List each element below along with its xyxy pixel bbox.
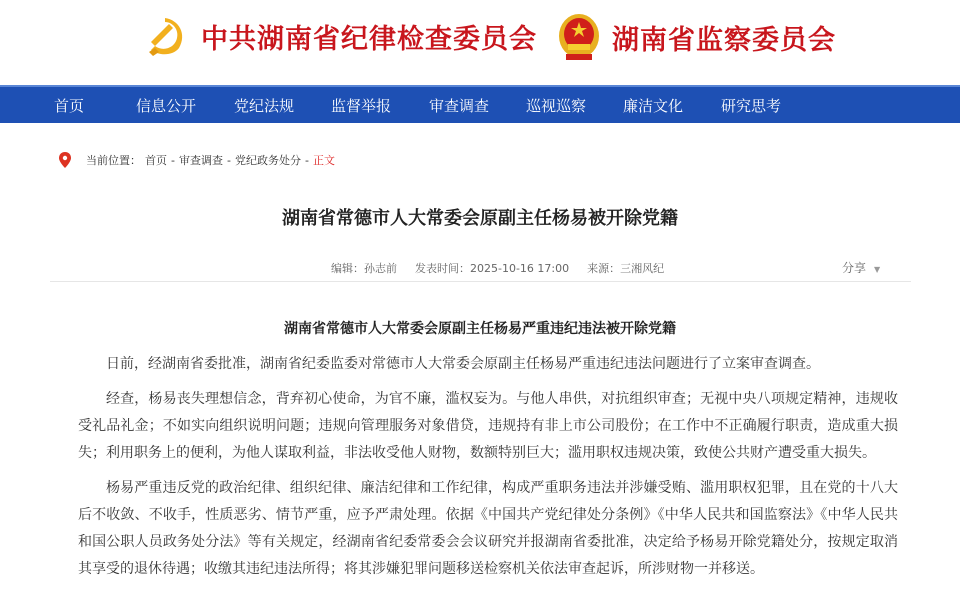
nav-inspection[interactable]: 巡视巡察 [526,97,587,115]
article-body [78,351,898,591]
share-label: 分享 [842,261,867,275]
share-button[interactable] [842,259,880,276]
breadcrumb-sep: - [304,153,309,167]
site-header [0,0,960,85]
nav-home[interactable]: 首页 [54,97,85,115]
nav-info[interactable]: 信息公开 [136,97,197,115]
party-emblem-icon [143,12,191,60]
paragraph: 日前，经湖南省委批准，湖南省纪委监委对常德市人大常委会原副主任杨易严重违纪违法问题进行了立案审查调查。 [106,356,820,372]
location-pin-icon [58,152,72,168]
breadcrumb-current: 正文 [312,154,335,167]
article-source: 来源：三湘风纪 [587,262,665,275]
nav-research[interactable]: 研究思考 [721,97,782,115]
supervision-logo[interactable] [556,12,836,62]
breadcrumb-sanctions[interactable]: 党纪政务处分 [234,154,301,167]
breadcrumb-home[interactable]: 首页 [145,154,167,167]
breadcrumb-investigation[interactable]: 审查调查 [178,154,223,167]
article-subtitle: 湖南省常德市人大常委会原副主任杨易严重违纪违法被开除党籍 [284,321,676,337]
article-title: 湖南省常德市人大常委会原副主任杨易被开除党籍 [282,208,678,229]
paragraph: 经查，杨易丧失理想信念，背弃初心使命，为官不廉，滥权妄为。与他人串供，对抗组织审查；无视中央八项规定精神，违规收受礼品礼金；不如实向组织说明问题；违规向管理服务对象借贷，违规持有非上市公司股份；在工作中不正确履行职责，造成重大损失；利用职务上的便利，为他人谋取利益，非法收受他人财物，数额特别巨大；滥用职权违规决策，致使公共财产遭受重大损失。 [78,391,898,461]
breadcrumb-sep: - [171,153,175,167]
national-emblem-icon [556,12,602,62]
nav-investigation[interactable]: 审查调查 [429,97,490,115]
nav-integrity[interactable]: 廉洁文化 [623,97,684,115]
caret-down-icon: ▼ [874,265,881,274]
ccdi-logo[interactable] [143,12,537,60]
nav-regulations[interactable]: 党纪法规 [234,97,295,115]
article-editor: 编辑：孙志前 [331,262,397,275]
supervision-title: 湖南省监察委员会 [612,24,836,56]
nav-report[interactable]: 监督举报 [331,97,392,115]
ccdi-title: 中共湖南省纪律检查委员会 [201,23,537,55]
article-meta [331,260,664,276]
breadcrumb [58,152,339,168]
breadcrumb-label: 当前位置： [86,154,141,167]
main-nav [0,85,960,123]
article-time: 发表时间：2025-10-16 17:00 [415,262,570,275]
divider [50,281,911,282]
paragraph: 杨易严重违反党的政治纪律、组织纪律、廉洁纪律和工作纪律，构成严重职务违法并涉嫌受贿、滥用职权犯罪，且在党的十八大后不收敛、不收手，性质恶劣、情节严重，应予严肃处理。依据《中国共产党纪律处分条例》《中华人民共和国监察法》《中华人民共和国公职人员政务处分法》等有关规定，经湖南省纪委常委会会议研究并报湖南省委批准，决定给予杨易开除党籍处分，按规定取消其享受的退休待遇；收缴其违纪违法所得；将其涉嫌犯罪问题移送检察机关依法审查起诉，所涉财物一并移送。 [78,480,898,577]
breadcrumb-sep: - [226,153,231,167]
